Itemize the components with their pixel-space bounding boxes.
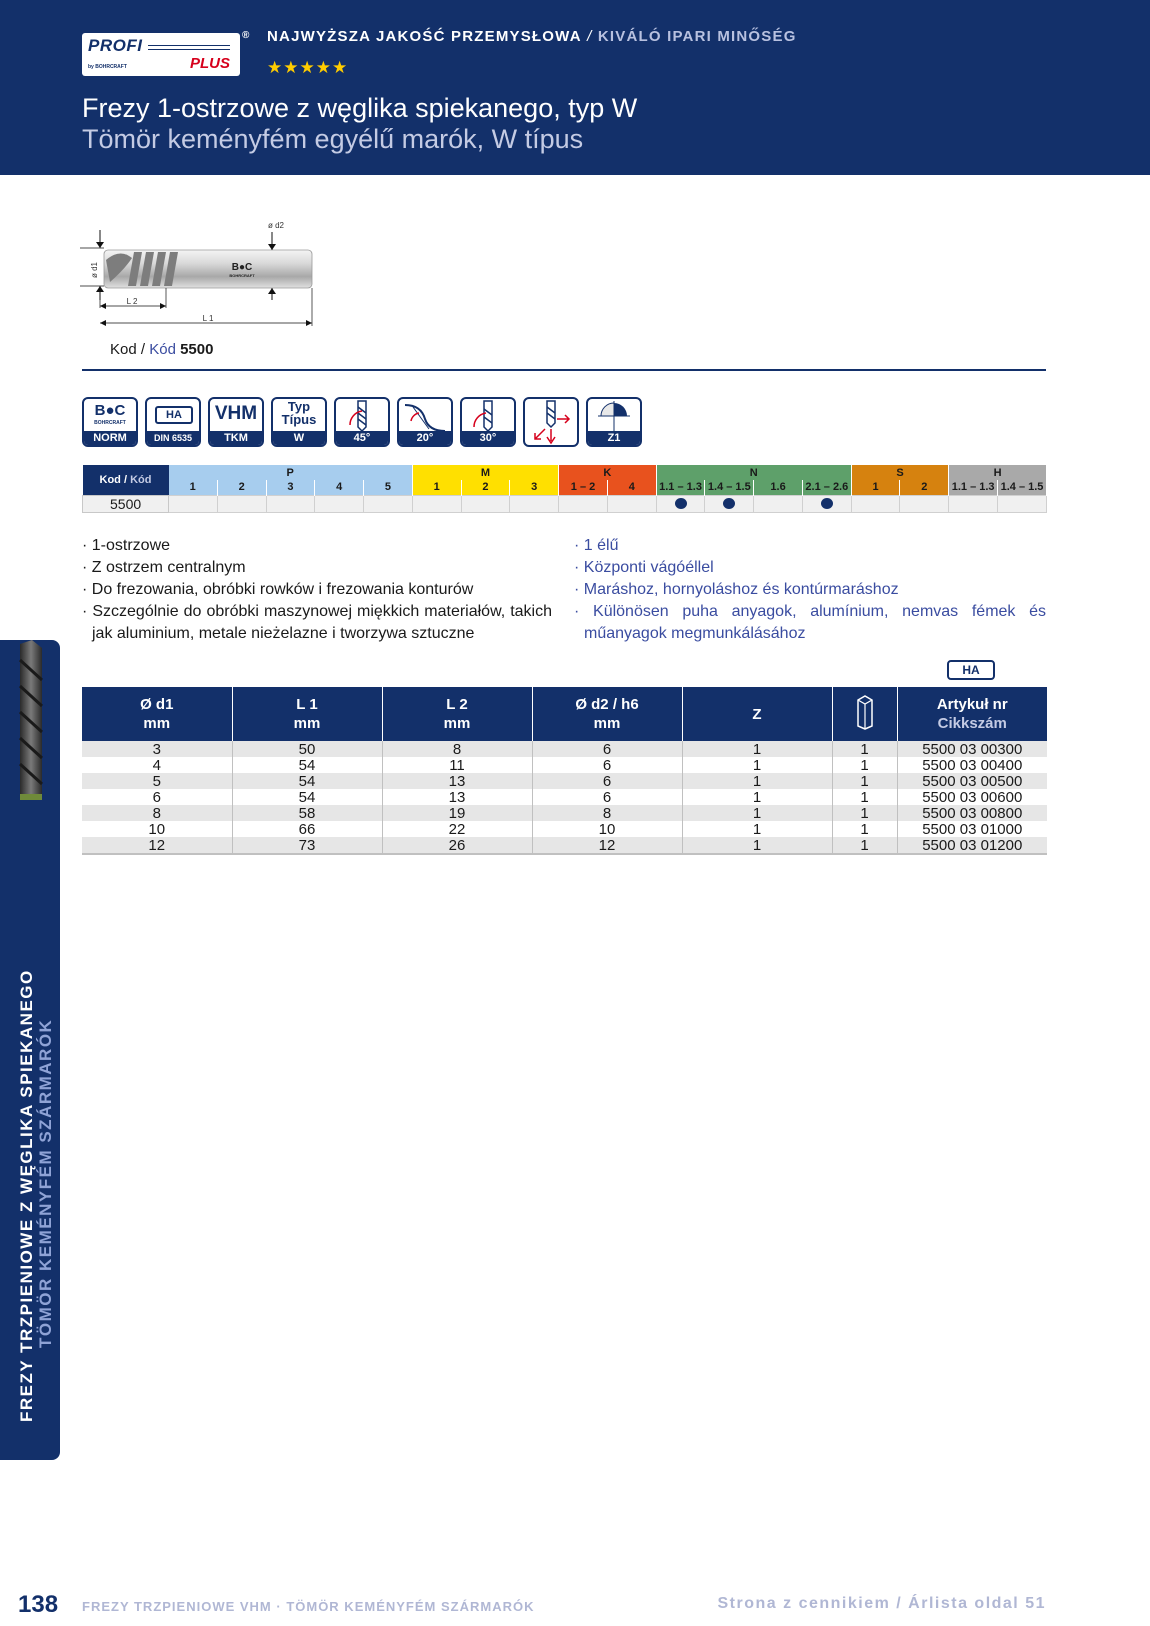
z1-label: Z1 (588, 431, 640, 445)
material-group-n: N (656, 465, 851, 480)
table-cell: 1 (682, 805, 832, 821)
profi-plus-logo (82, 33, 240, 76)
tagline-separator: / (581, 28, 598, 45)
table-cell: 54 (232, 789, 382, 805)
table-cell: 1 (832, 757, 897, 773)
dim-l1-arrow-left (100, 320, 106, 326)
table-cell: 3 (82, 741, 232, 757)
dim-d1-arrow-top (96, 242, 104, 248)
table-cell: 1 (832, 741, 897, 757)
material-subgroup: 3 (510, 480, 559, 495)
table-row (82, 821, 1047, 837)
helix-45-label: 45° (336, 431, 388, 445)
direction-icon (523, 397, 579, 447)
table-row (82, 741, 1047, 757)
ha-shank-text: HA (155, 406, 193, 424)
column-header-line1: Z (752, 705, 762, 723)
material-suitability-cell (998, 495, 1047, 512)
product-table (82, 687, 1047, 855)
column-header-line1: Ø d1 (140, 696, 174, 713)
tagline-hu: KIVÁLÓ IPARI MINŐSÉG (597, 28, 797, 45)
material-group-m: M (412, 465, 558, 480)
table-cell: 5500 03 00300 (897, 741, 1047, 757)
table-row (82, 757, 1047, 773)
type-icon (271, 397, 327, 447)
material-kod-header (83, 465, 169, 495)
material-suitability-cell (364, 495, 413, 512)
footer-section-title: FREZY TRZPIENIOWE VHM · TÖMÖR KEMÉNYFÉM SZÁRMARÓK (82, 1599, 535, 1614)
table-cell: 5500 03 00800 (897, 805, 1047, 821)
z1-drawing (588, 399, 640, 433)
angle-20-drawing (399, 399, 451, 433)
table-row (82, 805, 1047, 821)
suitable-dot-icon (675, 498, 687, 509)
material-suitability-cell (266, 495, 315, 512)
table-cell: 4 (82, 757, 232, 773)
vhm-icon (208, 397, 264, 447)
page-title-hu: Tömör keményfém egyélű marók, W típus (82, 124, 584, 154)
column-header (532, 687, 682, 741)
din-label: DIN 6535 (147, 431, 199, 445)
side-tool-icon (8, 640, 52, 808)
material-suitability-cell (900, 495, 949, 512)
table-cell: 6 (532, 741, 682, 757)
feature-item-pl: · Do frezowania, obróbki rowków i frezowania konturów (82, 579, 552, 601)
material-group-h: H (949, 465, 1047, 480)
table-cell: 50 (232, 741, 382, 757)
helix-45-icon (334, 397, 390, 447)
code-label-pl: Kod (110, 341, 137, 358)
material-suitability-cell (656, 495, 705, 512)
table-cell: 6 (532, 773, 682, 789)
suitable-dot-icon (723, 498, 735, 509)
table-cell: 5500 03 01000 (897, 821, 1047, 837)
material-subgroup: 1 (412, 480, 461, 495)
logo-profi-text: PROFI (88, 36, 143, 55)
tagline (267, 28, 797, 45)
column-header (682, 687, 832, 741)
table-cell: 73 (232, 837, 382, 853)
column-header (82, 687, 232, 741)
column-header (897, 687, 1047, 741)
angle-20-label: 20° (399, 431, 451, 445)
table-bottom-rule-cell (82, 853, 1047, 855)
material-suitability-cell (607, 495, 656, 512)
side-tab (0, 640, 60, 1460)
material-subgroup: 5 (364, 480, 413, 495)
feature-item-hu: · Különösen puha anyagok, alumínium, nemvas fémek és műanyagok megmunkálásához (574, 601, 1046, 645)
registered-mark: ® (242, 30, 250, 41)
material-suitability-cell (754, 495, 803, 512)
table-row (82, 773, 1047, 789)
table-row (82, 789, 1047, 805)
material-suitability-cell (510, 495, 559, 512)
material-subgroup: 2 (900, 480, 949, 495)
dim-l2-arrow-left (100, 303, 106, 309)
logo-plus-text: PLUS (189, 55, 230, 72)
feature-item-pl: · Z ostrzem centralnym (82, 557, 552, 579)
column-header-pack (832, 687, 897, 741)
material-suitability-cell (705, 495, 754, 512)
material-subgroup: 3 (266, 480, 315, 495)
material-subgroup: 1.4 – 1.5 (705, 480, 754, 495)
table-cell: 1 (832, 837, 897, 853)
column-header-line1: L 1 (296, 696, 318, 713)
helix-45-drawing (336, 399, 388, 433)
footer-price-separator: / (890, 1595, 909, 1612)
type-text-hu: Típus (281, 412, 317, 427)
ha-shank-tag: HA (947, 660, 995, 680)
material-subgroup: 1.4 – 1.5 (998, 480, 1047, 495)
material-group-s: S (851, 465, 949, 480)
rating-stars: ★★★★★ (267, 58, 349, 77)
material-subgroup: 1.1 – 1.3 (656, 480, 705, 495)
table-cell: 6 (532, 757, 682, 773)
table-bottom-rule (82, 853, 1047, 855)
feature-item-hu: · Központi vágóéllel (574, 557, 1046, 579)
angle-20-icon (397, 397, 453, 447)
logo-drill-icon (148, 45, 230, 50)
table-cell: 1 (682, 789, 832, 805)
table-cell: 22 (382, 821, 532, 837)
table-cell: 8 (82, 805, 232, 821)
code-number: 5500 (180, 341, 214, 358)
table-cell: 6 (532, 789, 682, 805)
table-cell: 5500 03 00500 (897, 773, 1047, 789)
z1-flute-icon (586, 397, 642, 447)
material-group-p: P (169, 465, 413, 480)
table-cell: 66 (232, 821, 382, 837)
ha-shank-icon (145, 397, 201, 447)
table-cell: 54 (232, 757, 382, 773)
dim-l1-arrow-right (306, 320, 312, 326)
norm-label: NORM (84, 431, 136, 445)
dim-d1-label: ø d1 (90, 261, 99, 278)
feature-item-pl: · 1-ostrzowe (82, 535, 552, 557)
type-text-pl: Typ (287, 399, 311, 414)
footer-price-pl: Strona z cennikiem (717, 1595, 891, 1612)
norm-icon (82, 397, 138, 447)
table-cell: 12 (82, 837, 232, 853)
dim-l1-label: L 1 (202, 314, 214, 323)
code-label-separator: / (136, 341, 150, 358)
material-subgroup: 1.1 – 1.3 (949, 480, 998, 495)
divider-line (82, 369, 1046, 371)
table-cell: 13 (382, 789, 532, 805)
material-suitability-cell (559, 495, 608, 512)
dim-d2-arrow-top (268, 244, 276, 250)
material-subgroup: 1.6 (754, 480, 803, 495)
suitable-dot-icon (821, 498, 833, 509)
column-header-line2: mm (143, 715, 171, 732)
table-cell: 5500 03 01200 (897, 837, 1047, 853)
material-kod-hu: Kód (130, 473, 152, 486)
table-cell: 19 (382, 805, 532, 821)
table-cell: 5500 03 00400 (897, 757, 1047, 773)
material-suitability-cell (412, 495, 461, 512)
side-label-hu: TÖMÖR KEMÉNYFÉM SZÁRMARÓK (36, 1018, 55, 1348)
table-cell: 1 (682, 773, 832, 789)
table-cell: 12 (532, 837, 682, 853)
table-cell: 1 (682, 821, 832, 837)
table-cell: 54 (232, 773, 382, 789)
table-row (82, 837, 1047, 853)
material-subgroup: 1 (851, 480, 900, 495)
column-header-line1: L 2 (446, 696, 468, 713)
drawing-brand: B●C (231, 262, 253, 273)
table-cell: 10 (82, 821, 232, 837)
table-cell: 5500 03 00600 (897, 789, 1047, 805)
footer-price-reference (718, 1595, 1047, 1613)
material-kod-pl: Kod (99, 473, 121, 486)
material-subgroup: 1 (169, 480, 218, 495)
angle-30-label: 30° (462, 431, 514, 445)
material-subgroup: 2.1 – 2.6 (802, 480, 851, 495)
type-value: W (273, 431, 325, 445)
table-cell: 13 (382, 773, 532, 789)
column-header-line1: Artykuł nr (936, 696, 1008, 713)
table-cell: 11 (382, 757, 532, 773)
tool-technical-drawing (80, 220, 340, 345)
material-kod-separator: / (120, 473, 131, 486)
table-cell: 1 (832, 805, 897, 821)
column-header-line2: mm (593, 715, 621, 732)
column-header (382, 687, 532, 741)
dim-l2-arrow-right (160, 303, 166, 309)
material-subgroup: 2 (217, 480, 266, 495)
footer-price-page: 51 (1025, 1595, 1046, 1612)
material-suitability-cell (949, 495, 998, 512)
column-header-line2: mm (293, 715, 321, 732)
table-cell: 1 (682, 757, 832, 773)
side-label-pl: FREZY TRZPIENIOWE Z WĘGLIKA SPIEKANEGO (17, 969, 36, 1422)
table-cell: 5 (82, 773, 232, 789)
angle-30-drawing (462, 399, 514, 433)
material-suitability-cell (169, 495, 218, 512)
material-subgroup: 2 (461, 480, 510, 495)
product-code-line (110, 341, 213, 358)
table-cell: 1 (682, 837, 832, 853)
material-suitability-cell (217, 495, 266, 512)
material-suitability-cell (851, 495, 900, 512)
dim-d2-label: ø d2 (268, 221, 285, 230)
angle-30-icon (460, 397, 516, 447)
feature-item-pl: · Szczególnie do obróbki maszynowej miękkich materiałów, takich jak aluminium, metale nieżelazne i tworzywa sztuczne (82, 601, 552, 645)
dim-l2-label: L 2 (126, 297, 138, 306)
material-suitability-table (82, 465, 1047, 513)
column-header-line2: mm (443, 715, 471, 732)
table-cell: 1 (832, 789, 897, 805)
tagline-pl: NAJWYŻSZA JAKOŚĆ PRZEMYSŁOWA (267, 28, 582, 45)
code-label-hu: Kód (149, 341, 176, 358)
column-header (232, 687, 382, 741)
material-row-code: 5500 (83, 495, 169, 512)
drawing-brand-sub: BOHRCRAFT (229, 273, 255, 278)
features-list-pl (82, 535, 552, 645)
logo-by-text: by BOHRCRAFT (88, 64, 127, 70)
pack-icon (855, 694, 875, 730)
material-group-k: K (559, 465, 657, 480)
feature-item-hu: · Maráshoz, hornyoláshoz és kontúrmaráshoz (574, 579, 1046, 601)
features-list-hu (574, 535, 1046, 645)
material-suitability-cell (461, 495, 510, 512)
column-header-line2: Cikkszám (937, 715, 1007, 732)
material-subgroup: 4 (607, 480, 656, 495)
table-cell: 8 (532, 805, 682, 821)
table-cell: 6 (82, 789, 232, 805)
column-header-line1: Ø d2 / h6 (575, 696, 639, 713)
footer-price-hu: Árlista oldal (908, 1595, 1020, 1612)
table-cell: 58 (232, 805, 382, 821)
table-cell: 8 (382, 741, 532, 757)
table-cell: 1 (682, 741, 832, 757)
material-subgroup: 1 – 2 (559, 480, 608, 495)
tkm-label: TKM (210, 431, 262, 445)
material-suitability-cell (315, 495, 364, 512)
dim-d2-arrow-bottom (268, 288, 276, 294)
page-title-pl: Frezy 1-ostrzowe z węglika spiekanego, typ W (82, 93, 638, 123)
table-cell: 1 (832, 821, 897, 837)
table-cell: 10 (532, 821, 682, 837)
material-subgroup: 4 (315, 480, 364, 495)
norm-brand: B●C (94, 402, 126, 419)
vhm-text: VHM (214, 403, 258, 424)
feature-item-hu: · 1 élű (574, 535, 1046, 557)
table-cell: 26 (382, 837, 532, 853)
page-header (0, 0, 1150, 175)
material-suitability-cell (802, 495, 851, 512)
direction-drawing (525, 399, 577, 447)
page-number: 138 (18, 1591, 59, 1618)
table-cell: 1 (832, 773, 897, 789)
norm-brand-sub: BOHRCRAFT (94, 420, 126, 426)
